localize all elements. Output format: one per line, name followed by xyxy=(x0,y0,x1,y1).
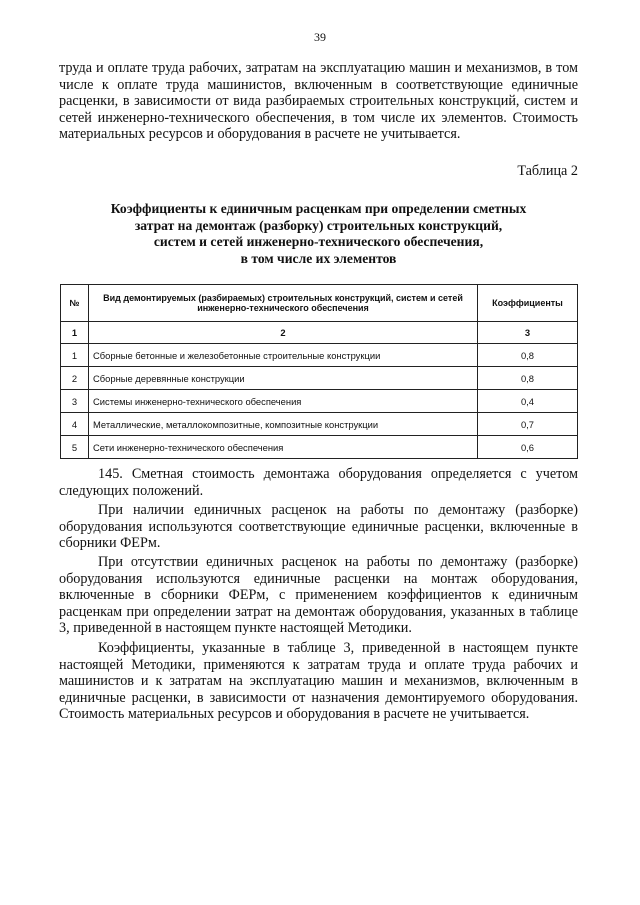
paragraph-with-rates: При наличии единичных расценок на работы по демонтажу (разборке) оборудования используются соответствующие единичные расценки, включенные в сборники ФЕРм. xyxy=(59,502,578,552)
table-row xyxy=(61,367,578,390)
page-number: 39 xyxy=(314,30,326,44)
table-title-line: затрат на демонтаж (разборку) строительных конструкций, xyxy=(134,217,503,233)
row-num: 3 xyxy=(61,390,89,413)
header-type: Вид демонтируемых (разбираемых) строительных конструкций, систем и сетей инженерно-технического обеспечения xyxy=(89,285,478,322)
paragraph-without-rates: При отсутствии единичных расценок на работы по демонтажу (разборке) оборудования используются единичные расценки на монтаж оборудования, включенные в сборники ФЕРм, с применением коэффициентов к единичным расценкам при определении затрат на демонтаж оборудования, указанных в таблице 3, приведенной в настоящем пункте настоящей Методики. xyxy=(59,554,578,637)
row-num: 1 xyxy=(61,344,89,367)
header-num: № xyxy=(61,285,89,322)
coefficients-table xyxy=(60,284,578,459)
table-label: Таблица 2 xyxy=(517,163,578,179)
table-title-line: систем и сетей инженерно-технического обеспечения, xyxy=(153,234,484,250)
table-title xyxy=(59,201,578,267)
row-coef: 0,6 xyxy=(478,436,578,459)
table-title-line: Коэффициенты к единичным расценкам при определении сметных xyxy=(110,201,527,216)
row-coef: 0,4 xyxy=(478,390,578,413)
table-header-row xyxy=(61,285,578,322)
row-coef: 0,7 xyxy=(478,413,578,436)
header-coef: Коэффициенты xyxy=(478,285,578,322)
table-row xyxy=(61,436,578,459)
paragraph-coefficients: Коэффициенты, указанные в таблице 3, приведенной в настоящем пункте настоящей Методики, применяются к затратам труда и оплате труда рабочих и машинистов и к затратам на эксплуатацию машин и механизмов, включенным в единичные расценки, в зависимости от назначения демонтируемого оборудования. Стоимость материальных ресурсов и оборудования в расчете не учитывается. xyxy=(59,640,578,723)
row-type: Сборные деревянные конструкции xyxy=(89,367,478,390)
row-coef: 0,8 xyxy=(478,344,578,367)
row-coef: 0,8 xyxy=(478,367,578,390)
index-cell: 1 xyxy=(61,322,89,344)
row-type: Металлические, металлокомпозитные, композитные конструкции xyxy=(89,413,478,436)
table-title-line: в том числе их элементов xyxy=(240,250,397,266)
table-index-row xyxy=(61,322,578,344)
index-cell: 2 xyxy=(89,322,478,344)
row-num: 2 xyxy=(61,367,89,390)
table-row xyxy=(61,390,578,413)
row-type: Сборные бетонные и железобетонные строительные конструкции xyxy=(89,344,478,367)
table-row xyxy=(61,413,578,436)
row-type: Сети инженерно-технического обеспечения xyxy=(89,436,478,459)
row-num: 5 xyxy=(61,436,89,459)
paragraph-145: 145. Сметная стоимость демонтажа оборудования определяется с учетом следующих положений. xyxy=(59,466,578,499)
row-type: Системы инженерно-технического обеспечения xyxy=(89,390,478,413)
row-num: 4 xyxy=(61,413,89,436)
index-cell: 3 xyxy=(478,322,578,344)
intro-paragraph: труда и оплате труда рабочих, затратам на эксплуатацию машин и механизмов, в том числе к оплате труда машинистов, включенным в соответствующие единичные расценки, в зависимости от вида разбираемых строительных конструкций, систем и сетей инженерно-технического обеспечения, в том числе их элементов. Стоимость материальных ресурсов и оборудования в расчете не учитывается. xyxy=(59,60,578,143)
table-row xyxy=(61,344,578,367)
